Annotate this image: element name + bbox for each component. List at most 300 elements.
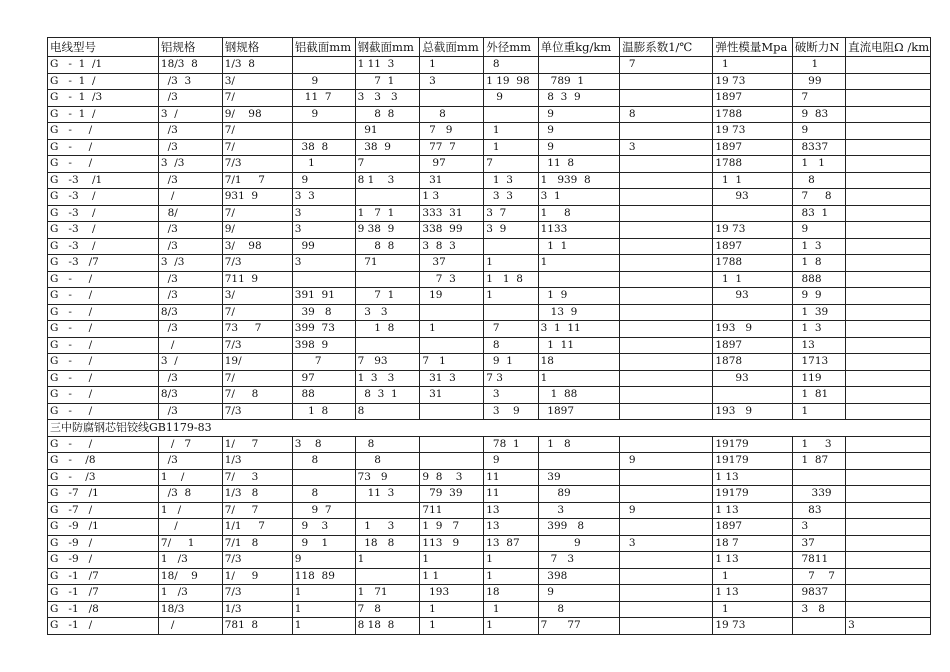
table-cell[interactable]: [292, 271, 355, 288]
table-cell[interactable]: 39 8: [292, 304, 355, 321]
table-cell[interactable]: [620, 436, 713, 453]
table-cell[interactable]: [620, 519, 713, 536]
table-cell[interactable]: 1878: [713, 354, 793, 371]
table-cell[interactable]: 1: [484, 601, 538, 618]
table-cell[interactable]: G -9 /1: [48, 519, 159, 536]
table-cell[interactable]: [620, 205, 713, 222]
table-cell[interactable]: 711: [420, 502, 484, 519]
table-cell[interactable]: 1: [484, 255, 538, 272]
table-cell[interactable]: 9 1: [292, 535, 355, 552]
table-cell[interactable]: [620, 238, 713, 255]
table-cell[interactable]: G -9 /: [48, 552, 159, 569]
table-cell[interactable]: 9: [620, 453, 713, 470]
table-cell[interactable]: 18 8: [355, 535, 420, 552]
table-cell[interactable]: 3: [292, 255, 355, 272]
table-cell[interactable]: 3/: [222, 73, 292, 90]
table-cell[interactable]: [846, 535, 931, 552]
table-cell[interactable]: [620, 189, 713, 206]
table-cell[interactable]: 7/: [222, 139, 292, 156]
table-cell[interactable]: 1713: [792, 354, 845, 371]
table-cell[interactable]: G - /8: [48, 453, 159, 470]
table-cell[interactable]: 3: [292, 222, 355, 239]
table-cell[interactable]: 1: [538, 370, 620, 387]
table-cell[interactable]: 1: [420, 618, 484, 635]
table-cell[interactable]: [355, 189, 420, 206]
table-cell[interactable]: 7/3: [222, 156, 292, 173]
table-cell[interactable]: [620, 403, 713, 420]
table-cell[interactable]: 3 3: [484, 189, 538, 206]
table-cell[interactable]: 9: [792, 222, 845, 239]
table-cell[interactable]: /: [158, 337, 222, 354]
table-cell[interactable]: 1 11: [538, 337, 620, 354]
table-cell[interactable]: 8: [484, 337, 538, 354]
table-cell[interactable]: G -3 /1: [48, 172, 159, 189]
table-cell[interactable]: G - /: [48, 403, 159, 420]
table-cell[interactable]: 1 8: [292, 403, 355, 420]
table-cell[interactable]: 9: [484, 90, 538, 107]
table-cell[interactable]: [620, 288, 713, 305]
table-cell[interactable]: [846, 321, 931, 338]
table-cell[interactable]: 18: [538, 354, 620, 371]
table-cell[interactable]: 1: [292, 585, 355, 602]
table-cell[interactable]: 1: [292, 618, 355, 635]
table-cell[interactable]: 1897: [713, 139, 793, 156]
table-cell[interactable]: G - /: [48, 123, 159, 140]
table-cell[interactable]: 19/: [222, 354, 292, 371]
table-cell[interactable]: 18/3 8: [158, 57, 222, 74]
table-cell[interactable]: 7: [484, 156, 538, 173]
table-cell[interactable]: 1897: [713, 519, 793, 536]
table-cell[interactable]: 333 31: [420, 205, 484, 222]
table-cell[interactable]: [713, 304, 793, 321]
table-cell[interactable]: /3 3: [158, 73, 222, 90]
table-cell[interactable]: 8/3: [158, 387, 222, 404]
table-cell[interactable]: 19 73: [713, 73, 793, 90]
table-cell[interactable]: [846, 172, 931, 189]
table-cell[interactable]: 1: [484, 139, 538, 156]
table-cell[interactable]: 1897: [713, 337, 793, 354]
table-cell[interactable]: [846, 403, 931, 420]
table-cell[interactable]: 97: [420, 156, 484, 173]
table-cell[interactable]: 1 1: [713, 172, 793, 189]
table-cell[interactable]: G - /: [48, 337, 159, 354]
table-cell[interactable]: 1 71: [355, 585, 420, 602]
table-cell[interactable]: 11: [484, 486, 538, 503]
table-cell[interactable]: 3: [292, 205, 355, 222]
table-cell[interactable]: [846, 337, 931, 354]
table-cell[interactable]: [420, 304, 484, 321]
table-cell[interactable]: 1: [420, 601, 484, 618]
table-cell[interactable]: 9 38 9: [355, 222, 420, 239]
table-cell[interactable]: 1 3: [792, 436, 845, 453]
table-cell[interactable]: [484, 106, 538, 123]
table-cell[interactable]: G -3 /7: [48, 255, 159, 272]
table-cell[interactable]: [538, 271, 620, 288]
table-cell[interactable]: 9 9: [792, 288, 845, 305]
table-cell[interactable]: / 7: [158, 436, 222, 453]
table-cell[interactable]: 7/: [222, 304, 292, 321]
table-cell[interactable]: G - /: [48, 304, 159, 321]
table-cell[interactable]: 1 9: [538, 288, 620, 305]
table-cell[interactable]: [846, 304, 931, 321]
table-cell[interactable]: [846, 123, 931, 140]
table-cell[interactable]: 8: [355, 453, 420, 470]
table-cell[interactable]: 391 91: [292, 288, 355, 305]
table-cell[interactable]: 3 /3: [158, 156, 222, 173]
table-cell[interactable]: 781 8: [222, 618, 292, 635]
table-cell[interactable]: 1 8: [538, 436, 620, 453]
table-cell[interactable]: [846, 205, 931, 222]
table-cell[interactable]: 3 1 11: [538, 321, 620, 338]
table-cell[interactable]: 1: [484, 552, 538, 569]
table-cell[interactable]: /: [158, 519, 222, 536]
table-cell[interactable]: 1: [484, 568, 538, 585]
table-cell[interactable]: G -3 /: [48, 222, 159, 239]
table-cell[interactable]: 1 1: [713, 271, 793, 288]
table-cell[interactable]: /3: [158, 321, 222, 338]
table-cell[interactable]: 1 3: [484, 172, 538, 189]
table-cell[interactable]: /3: [158, 222, 222, 239]
table-cell[interactable]: [846, 453, 931, 470]
table-cell[interactable]: [846, 502, 931, 519]
table-cell[interactable]: 8/: [158, 205, 222, 222]
table-cell[interactable]: [420, 453, 484, 470]
table-cell[interactable]: G -7 /: [48, 502, 159, 519]
table-cell[interactable]: [846, 57, 931, 74]
table-cell[interactable]: 19: [420, 288, 484, 305]
table-cell[interactable]: /3: [158, 238, 222, 255]
table-cell[interactable]: [846, 552, 931, 569]
table-cell[interactable]: G -1 /8: [48, 601, 159, 618]
table-cell[interactable]: [846, 106, 931, 123]
table-cell[interactable]: 8: [355, 403, 420, 420]
table-cell[interactable]: [420, 436, 484, 453]
table-cell[interactable]: 1 7 1: [355, 205, 420, 222]
table-cell[interactable]: G - 1 /: [48, 73, 159, 90]
table-cell[interactable]: [355, 271, 420, 288]
table-cell[interactable]: 3 1: [538, 189, 620, 206]
table-cell[interactable]: 11 3: [355, 486, 420, 503]
table-cell[interactable]: [420, 90, 484, 107]
table-cell[interactable]: 7/1 7: [222, 172, 292, 189]
column-header[interactable]: 总截面mm: [420, 38, 484, 57]
table-cell[interactable]: 3 /: [158, 106, 222, 123]
table-cell[interactable]: 399 73: [292, 321, 355, 338]
table-cell[interactable]: G -3 /: [48, 189, 159, 206]
table-cell[interactable]: 37: [420, 255, 484, 272]
table-cell[interactable]: G - 1 /1: [48, 57, 159, 74]
table-cell[interactable]: 38 9: [355, 139, 420, 156]
table-cell[interactable]: G - /: [48, 436, 159, 453]
table-cell[interactable]: 9: [484, 453, 538, 470]
table-cell[interactable]: 3: [620, 139, 713, 156]
table-cell[interactable]: 11 8: [538, 156, 620, 173]
table-cell[interactable]: 18: [484, 585, 538, 602]
table-cell[interactable]: 99: [292, 238, 355, 255]
table-cell[interactable]: [620, 601, 713, 618]
column-header[interactable]: 外径mm: [484, 38, 538, 57]
table-cell[interactable]: [792, 469, 845, 486]
table-cell[interactable]: G - /3: [48, 469, 159, 486]
table-cell[interactable]: 7/ 3: [222, 469, 292, 486]
column-header[interactable]: 电线型号: [48, 38, 159, 57]
section-title[interactable]: 三中防腐钢芯铝铰线GB1179-83: [48, 420, 931, 437]
table-cell[interactable]: 3/ 98: [222, 238, 292, 255]
column-header[interactable]: 直流电阻Ω /km: [846, 38, 931, 57]
table-cell[interactable]: 79 39: [420, 486, 484, 503]
table-cell[interactable]: 7 8: [355, 601, 420, 618]
table-cell[interactable]: 1: [713, 57, 793, 74]
table-cell[interactable]: G - 1 /3: [48, 90, 159, 107]
column-header[interactable]: 钢规格: [222, 38, 292, 57]
table-cell[interactable]: [846, 288, 931, 305]
table-cell[interactable]: 19179: [713, 486, 793, 503]
table-cell[interactable]: [846, 90, 931, 107]
table-cell[interactable]: 9: [292, 73, 355, 90]
table-cell[interactable]: [620, 90, 713, 107]
table-cell[interactable]: 31: [420, 387, 484, 404]
table-cell[interactable]: 339: [792, 486, 845, 503]
table-cell[interactable]: 1/3: [222, 601, 292, 618]
table-cell[interactable]: [484, 304, 538, 321]
table-cell[interactable]: 7/3: [222, 585, 292, 602]
table-cell[interactable]: 1 13: [713, 469, 793, 486]
table-cell[interactable]: [846, 436, 931, 453]
table-cell[interactable]: 9: [292, 172, 355, 189]
table-cell[interactable]: 1/3: [222, 453, 292, 470]
table-cell[interactable]: [846, 156, 931, 173]
table-cell[interactable]: 7 1: [355, 73, 420, 90]
table-cell[interactable]: 1: [355, 552, 420, 569]
table-cell[interactable]: 3 8 3: [420, 238, 484, 255]
table-cell[interactable]: [846, 519, 931, 536]
table-cell[interactable]: /3: [158, 453, 222, 470]
table-cell[interactable]: 1 1 8: [484, 271, 538, 288]
column-header[interactable]: 弹性模量Mpa: [713, 38, 793, 57]
table-cell[interactable]: 71: [355, 255, 420, 272]
table-cell[interactable]: 1 13: [713, 585, 793, 602]
table-cell[interactable]: 3 /3: [158, 255, 222, 272]
column-header[interactable]: 破断力N: [792, 38, 845, 57]
table-cell[interactable]: 7 3: [420, 271, 484, 288]
table-cell[interactable]: 1: [713, 568, 793, 585]
table-cell[interactable]: 8: [292, 486, 355, 503]
table-cell[interactable]: [355, 502, 420, 519]
table-cell[interactable]: [420, 403, 484, 420]
column-header[interactable]: 铝截面mm: [292, 38, 355, 57]
table-cell[interactable]: G - /: [48, 288, 159, 305]
table-cell[interactable]: 18/ 9: [158, 568, 222, 585]
table-cell[interactable]: [620, 354, 713, 371]
table-cell[interactable]: 3: [846, 618, 931, 635]
table-cell[interactable]: 1 81: [792, 387, 845, 404]
table-cell[interactable]: 83: [792, 502, 845, 519]
table-cell[interactable]: 1/ 7: [222, 436, 292, 453]
table-cell[interactable]: 11 7: [292, 90, 355, 107]
table-cell[interactable]: 31: [420, 172, 484, 189]
table-cell[interactable]: 13: [484, 502, 538, 519]
table-cell[interactable]: 1 3: [420, 189, 484, 206]
table-cell[interactable]: 3 9: [484, 222, 538, 239]
table-cell[interactable]: 99: [792, 73, 845, 90]
table-cell[interactable]: [846, 354, 931, 371]
table-cell[interactable]: 9: [620, 502, 713, 519]
table-cell[interactable]: 888: [792, 271, 845, 288]
table-cell[interactable]: [620, 469, 713, 486]
table-cell[interactable]: 1 87: [792, 453, 845, 470]
table-cell[interactable]: 399 8: [538, 519, 620, 536]
table-cell[interactable]: 8 3 1: [355, 387, 420, 404]
table-cell[interactable]: 1: [292, 601, 355, 618]
table-cell[interactable]: 1/ 9: [222, 568, 292, 585]
table-cell[interactable]: 9 7: [292, 502, 355, 519]
table-cell[interactable]: 3 3 3: [355, 90, 420, 107]
table-cell[interactable]: G -1 /: [48, 618, 159, 635]
table-cell[interactable]: [620, 73, 713, 90]
table-cell[interactable]: 1 8: [355, 321, 420, 338]
table-cell[interactable]: 193 9: [713, 403, 793, 420]
table-cell[interactable]: G -1 /7: [48, 568, 159, 585]
table-cell[interactable]: 93: [713, 189, 793, 206]
table-cell[interactable]: 1 39: [792, 304, 845, 321]
table-cell[interactable]: 398: [538, 568, 620, 585]
table-cell[interactable]: 18/3: [158, 601, 222, 618]
table-cell[interactable]: 93: [713, 370, 793, 387]
column-header[interactable]: 钢截面mm: [355, 38, 420, 57]
table-cell[interactable]: G -1 /7: [48, 585, 159, 602]
table-cell[interactable]: [713, 387, 793, 404]
table-cell[interactable]: 8: [420, 106, 484, 123]
table-cell[interactable]: 7/3: [222, 403, 292, 420]
table-cell[interactable]: 1: [484, 123, 538, 140]
table-cell[interactable]: 3 7: [484, 205, 538, 222]
table-cell[interactable]: [355, 337, 420, 354]
table-cell[interactable]: 1788: [713, 255, 793, 272]
table-cell[interactable]: G - 1 /: [48, 106, 159, 123]
table-cell[interactable]: 7/3: [222, 255, 292, 272]
table-cell[interactable]: 931 9: [222, 189, 292, 206]
table-cell[interactable]: G - /: [48, 370, 159, 387]
table-cell[interactable]: 38 8: [292, 139, 355, 156]
table-cell[interactable]: 1 11 3: [355, 57, 420, 74]
table-cell[interactable]: 1 88: [538, 387, 620, 404]
table-cell[interactable]: 13: [792, 337, 845, 354]
table-cell[interactable]: [846, 238, 931, 255]
column-header[interactable]: 温膨系数1/℃: [620, 38, 713, 57]
table-cell[interactable]: 8: [355, 436, 420, 453]
table-cell[interactable]: [846, 486, 931, 503]
table-cell[interactable]: 8337: [792, 139, 845, 156]
table-cell[interactable]: 1 /: [158, 469, 222, 486]
table-cell[interactable]: G - /: [48, 156, 159, 173]
table-cell[interactable]: [846, 222, 931, 239]
table-cell[interactable]: G - /: [48, 354, 159, 371]
table-cell[interactable]: /3: [158, 271, 222, 288]
table-cell[interactable]: 3: [620, 535, 713, 552]
table-cell[interactable]: [620, 172, 713, 189]
table-cell[interactable]: 7 3: [484, 370, 538, 387]
table-cell[interactable]: /3: [158, 90, 222, 107]
table-cell[interactable]: 9: [538, 106, 620, 123]
table-cell[interactable]: 73 7: [222, 321, 292, 338]
table-cell[interactable]: 7: [355, 156, 420, 173]
table-cell[interactable]: 13 87: [484, 535, 538, 552]
table-cell[interactable]: [420, 337, 484, 354]
table-cell[interactable]: /3: [158, 172, 222, 189]
table-cell[interactable]: 13: [484, 519, 538, 536]
column-header[interactable]: 铝规格: [158, 38, 222, 57]
table-cell[interactable]: 1 1: [538, 238, 620, 255]
table-cell[interactable]: 7 9: [420, 123, 484, 140]
table-cell[interactable]: 93: [713, 288, 793, 305]
table-cell[interactable]: /3: [158, 403, 222, 420]
table-cell[interactable]: 7/: [222, 90, 292, 107]
table-cell[interactable]: 8: [292, 453, 355, 470]
table-cell[interactable]: 3: [792, 519, 845, 536]
table-cell[interactable]: [620, 123, 713, 140]
table-cell[interactable]: 711 9: [222, 271, 292, 288]
table-cell[interactable]: [292, 57, 355, 74]
table-cell[interactable]: 7811: [792, 552, 845, 569]
table-cell[interactable]: G -9 /: [48, 535, 159, 552]
table-cell[interactable]: 1897: [538, 403, 620, 420]
table-cell[interactable]: [620, 222, 713, 239]
column-header[interactable]: 单位重kg/km: [538, 38, 620, 57]
table-cell[interactable]: 19 73: [713, 618, 793, 635]
table-cell[interactable]: 78 1: [484, 436, 538, 453]
table-cell[interactable]: 9: [538, 535, 620, 552]
table-cell[interactable]: 9837: [792, 585, 845, 602]
table-cell[interactable]: 8/3: [158, 304, 222, 321]
table-cell[interactable]: 9 8 3: [420, 469, 484, 486]
table-cell[interactable]: G -7 /1: [48, 486, 159, 503]
table-cell[interactable]: 18 7: [713, 535, 793, 552]
table-cell[interactable]: [620, 321, 713, 338]
table-cell[interactable]: [713, 205, 793, 222]
table-cell[interactable]: [538, 453, 620, 470]
table-cell[interactable]: G - /: [48, 271, 159, 288]
table-cell[interactable]: 19 73: [713, 123, 793, 140]
table-cell[interactable]: G - /: [48, 387, 159, 404]
table-cell[interactable]: 19179: [713, 453, 793, 470]
table-cell[interactable]: [846, 469, 931, 486]
table-cell[interactable]: 7: [620, 57, 713, 74]
table-cell[interactable]: 1 /3: [158, 552, 222, 569]
table-cell[interactable]: [846, 568, 931, 585]
table-cell[interactable]: 91: [355, 123, 420, 140]
table-cell[interactable]: /: [158, 189, 222, 206]
table-cell[interactable]: 1788: [713, 156, 793, 173]
table-cell[interactable]: 1788: [713, 106, 793, 123]
table-cell[interactable]: 1897: [713, 238, 793, 255]
table-cell[interactable]: 1: [292, 156, 355, 173]
table-cell[interactable]: 1 3 3: [355, 370, 420, 387]
table-cell[interactable]: [846, 387, 931, 404]
table-cell[interactable]: G - /: [48, 139, 159, 156]
table-cell[interactable]: 8 8: [355, 238, 420, 255]
table-cell[interactable]: 7: [792, 90, 845, 107]
table-cell[interactable]: 3: [538, 502, 620, 519]
table-cell[interactable]: 1 13: [713, 502, 793, 519]
table-cell[interactable]: 9: [538, 139, 620, 156]
table-cell[interactable]: [620, 552, 713, 569]
table-cell[interactable]: 7/: [222, 370, 292, 387]
table-cell[interactable]: 7 1: [420, 354, 484, 371]
table-cell[interactable]: /3 8: [158, 486, 222, 503]
table-cell[interactable]: 83 1: [792, 205, 845, 222]
table-cell[interactable]: 7/ 1: [158, 535, 222, 552]
table-cell[interactable]: [538, 57, 620, 74]
